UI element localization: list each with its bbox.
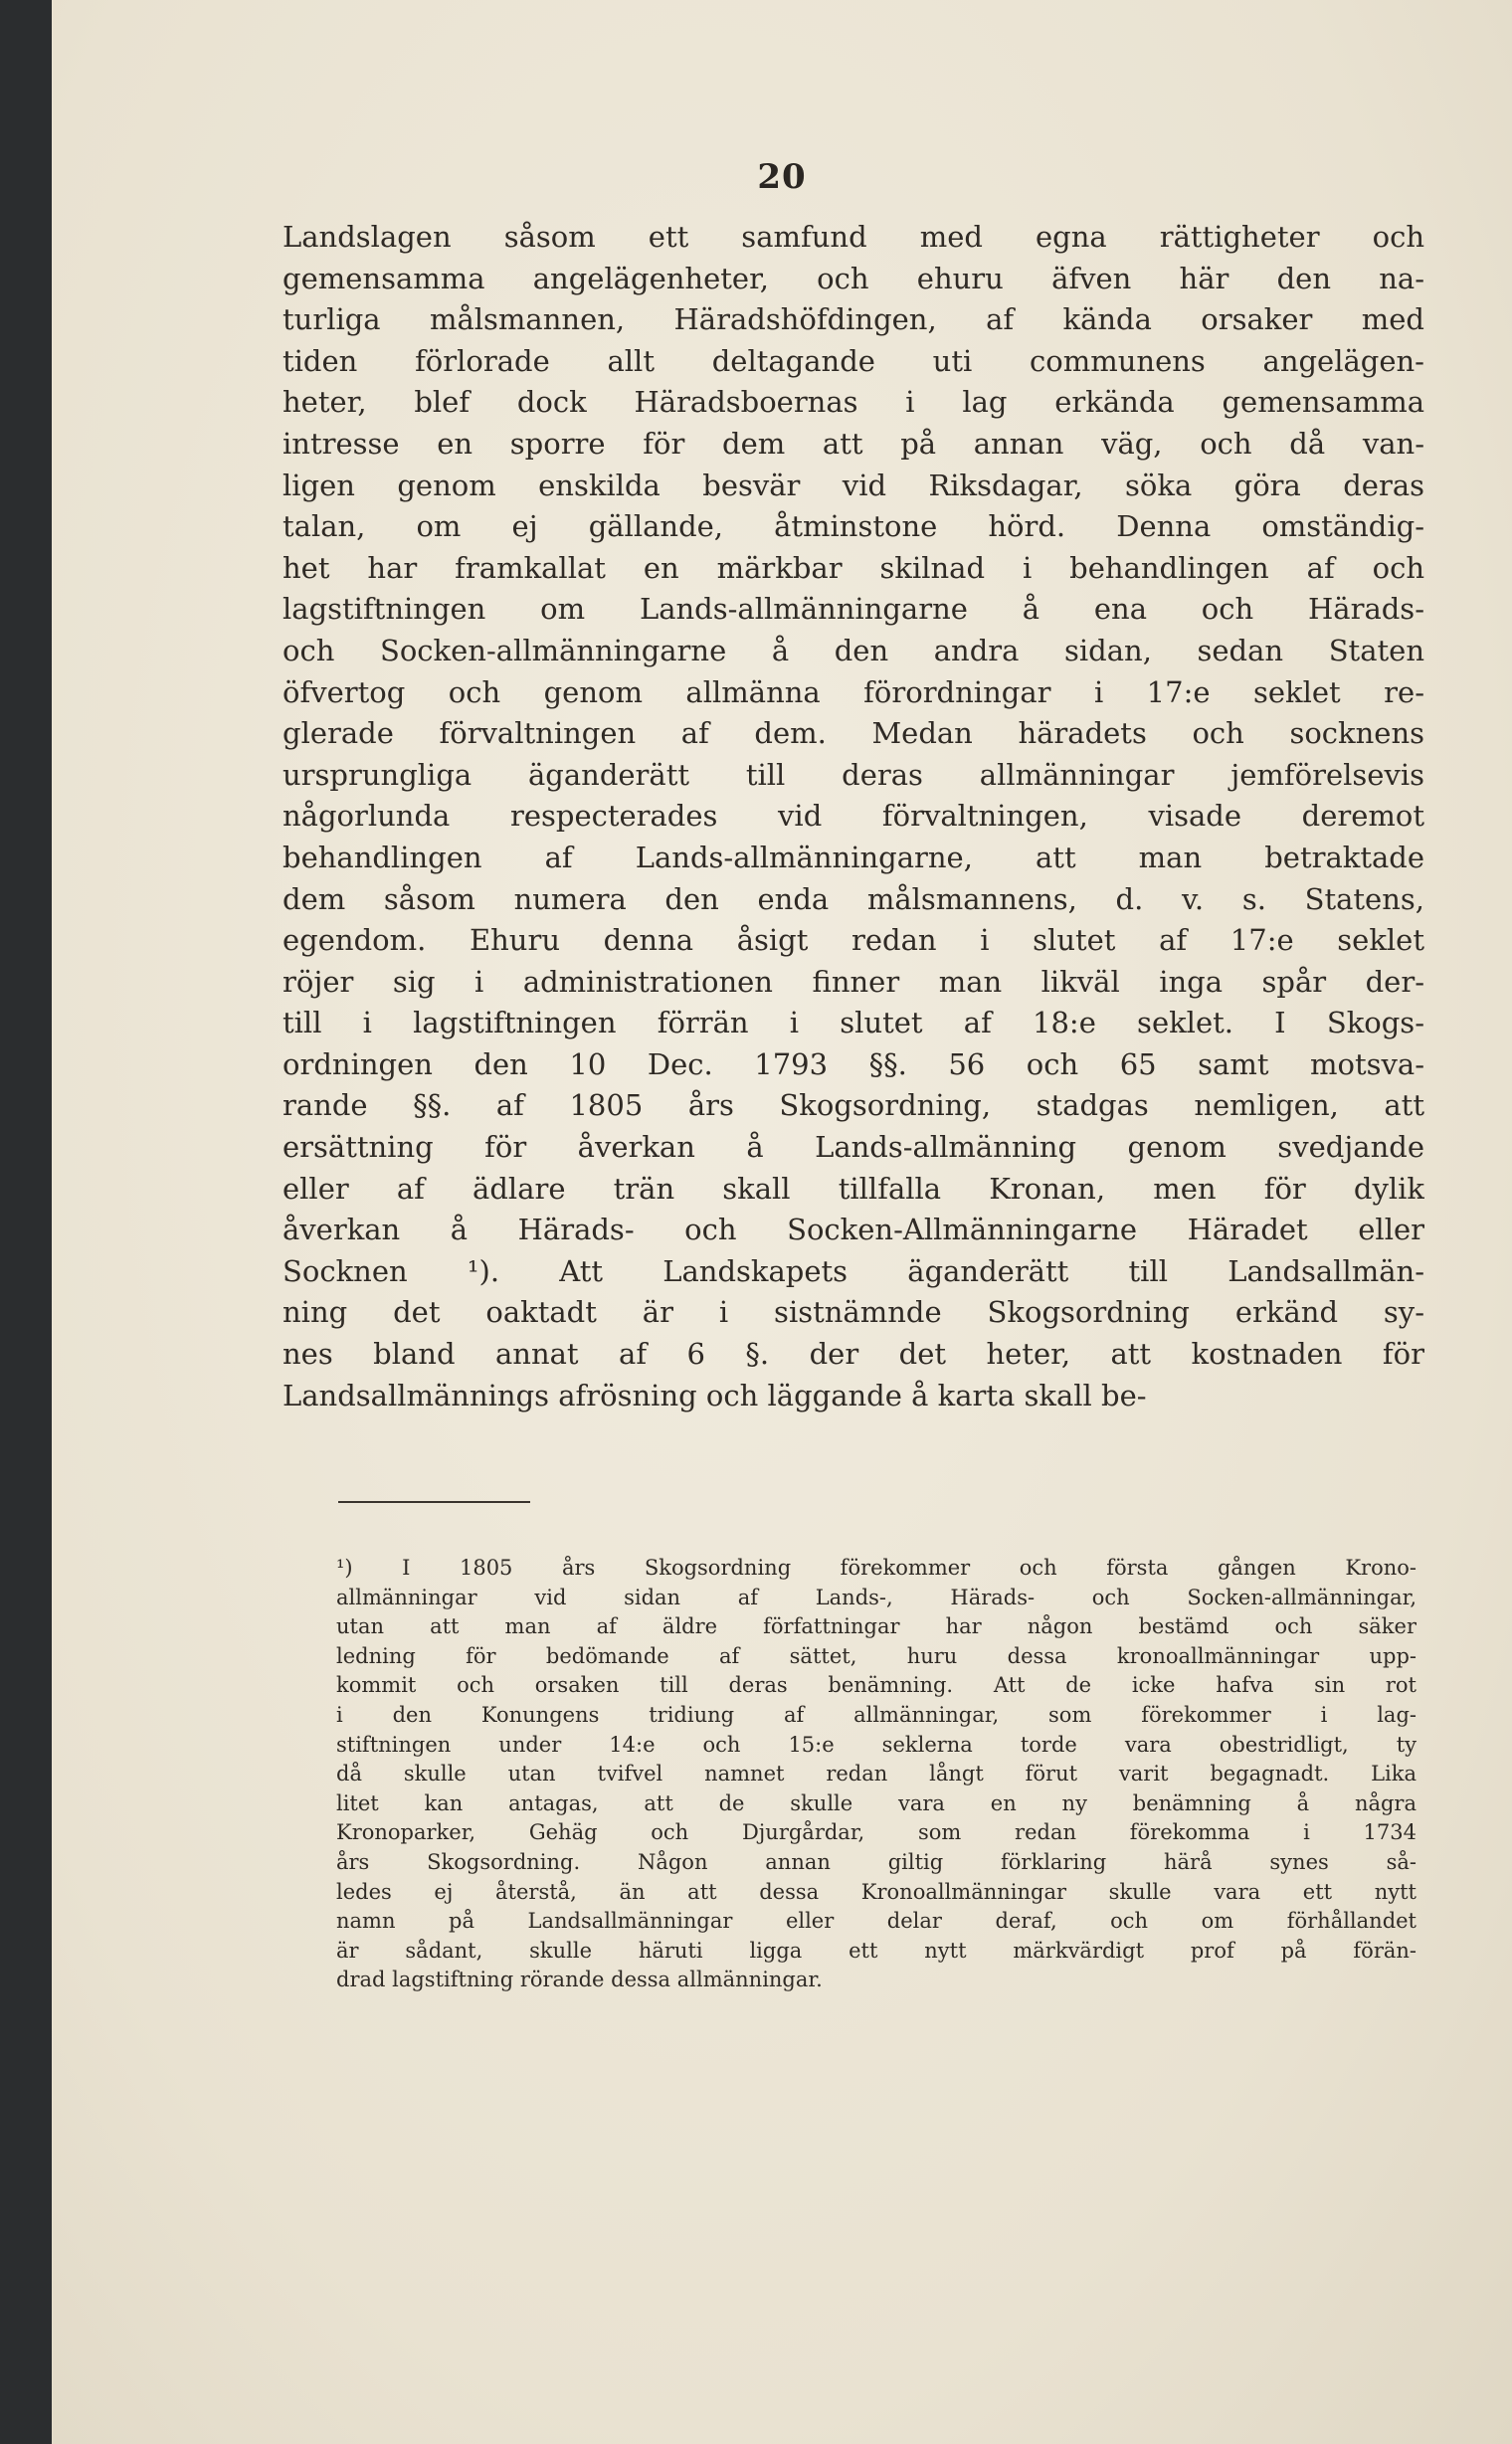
footnote-line: stiftningen under 14:e och 15:e seklerna torde vara obestridligt, ty	[336, 1732, 1417, 1757]
text-line: till i lagstiftningen förrän i slutet af 18:e seklet. I Skogs-	[283, 1006, 1424, 1040]
text-line: och Socken-allmänningarne å den andra sidan, sedan Staten	[283, 633, 1424, 667]
footnote-line: ¹) I 1805 års Skogsordning förekommer och första gången Krono-	[336, 1556, 1417, 1580]
text-line: tiden förlorade allt deltagande uti communens angelägen-	[283, 343, 1424, 378]
footnote-line: i den Konungens tridiung af allmänningar, som förekommer i lag-	[336, 1702, 1417, 1727]
footnote-line: års Skogsordning. Någon annan giltig förklaring härå synes så-	[336, 1849, 1417, 1874]
text-line: turliga målsmannen, Häradshöfdingen, af kända orsaker med	[283, 302, 1424, 337]
text-line: het har framkallat en märkbar skilnad i behandlingen af och	[283, 550, 1424, 585]
footnote-line: ledes ej återstå, än att dessa Kronoallmänningar skulle vara ett nytt	[336, 1879, 1417, 1904]
text-line: nes bland annat af 6 §. der det heter, att kostnaden för	[283, 1337, 1424, 1372]
footnote-separator	[338, 1501, 530, 1503]
text-line: lagstiftningen om Lands-allmänningarne å ena och Härads-	[283, 592, 1424, 627]
text-line: behandlingen af Lands-allmänningarne, att man betraktade	[283, 840, 1424, 874]
text-line: ligen genom enskilda besvär vid Riksdagar, söka göra deras	[283, 468, 1424, 502]
footnote-line: litet kan antagas, att de skulle vara en ny benämning å några	[336, 1790, 1417, 1815]
text-line: ordningen den 10 Dec. 1793 §§. 56 och 65 samt motsva-	[283, 1046, 1424, 1081]
text-line: ersättning för åverkan å Lands-allmänning genom svedjande	[283, 1130, 1424, 1165]
text-line: rande §§. af 1805 års Skogsordning, stadgas nemligen, att	[283, 1088, 1424, 1123]
text-line: röjer sig i administrationen finner man likväl inga spår der-	[283, 964, 1424, 999]
text-line: glerade förvaltningen af dem. Medan häradets och socknens	[283, 716, 1424, 751]
footnote	[336, 1554, 1417, 1995]
text-line: någorlunda respecterades vid förvaltningen, visade deremot	[283, 799, 1424, 834]
text-line: egendom. Ehuru denna åsigt redan i slutet af 17:e seklet	[283, 923, 1424, 958]
text-line: talan, om ej gällande, åtminstone hörd. Denna omständig-	[283, 509, 1424, 544]
page-number: 20	[757, 157, 807, 197]
footnote-line: allmänningar vid sidan af Lands-, Härads- och Socken-allmänningar,	[336, 1585, 1417, 1609]
text-line: intresse en sporre för dem att på annan väg, och då van-	[283, 426, 1424, 461]
text-line: Socknen ¹). Att Landskapets äganderätt till Landsallmän-	[283, 1253, 1424, 1288]
text-line: dem såsom numera den enda målsmannens, d. v. s. Statens,	[283, 881, 1424, 916]
footnote-line: ledning för bedömande af sättet, huru dessa kronoallmänningar upp-	[336, 1643, 1417, 1668]
footnote-line: är sådant, skulle häruti ligga ett nytt märkvärdigt prof på förän-	[336, 1938, 1417, 1963]
text-line: ursprungliga äganderätt till deras allmänningar jemförelsevis	[283, 757, 1424, 792]
text-line: gemensamma angelägenheter, och ehuru äfven här den na-	[283, 261, 1424, 295]
footnote-line: utan att man af äldre författningar har någon bestämd och säker	[336, 1614, 1417, 1639]
text-line: Landsallmännings afrösning och läggande å karta skall be-	[283, 1378, 1147, 1412]
footnote-line: Kronoparker, Gehäg och Djurgårdar, som redan förekomma i 1734	[336, 1820, 1417, 1845]
text-line: öfvertog och genom allmänna förordningar i 17:e seklet re-	[283, 674, 1424, 709]
text-line: Landslagen såsom ett samfund med egna rättigheter och	[283, 220, 1424, 254]
text-line: heter, blef dock Häradsboernas i lag erkända gemensamma	[283, 385, 1424, 420]
text-line: ning det oaktadt är i sistnämnde Skogsordning erkänd sy-	[283, 1295, 1424, 1330]
footnote-line: kommit och orsaken till deras benämning. Att de icke hafva sin rot	[336, 1673, 1417, 1698]
footnote-line: drad lagstiftning rörande dessa allmänningar.	[336, 1968, 823, 1992]
footnote-line: då skulle utan tvifvel namnet redan långt förut varit begagnadt. Lika	[336, 1762, 1417, 1786]
text-line: eller af ädlare trän skall tillfalla Kronan, men för dylik	[283, 1171, 1424, 1206]
main-text	[283, 217, 1424, 1416]
text-line: åverkan å Härads- och Socken-Allmänningarne Häradet eller	[283, 1213, 1424, 1247]
footnote-line: namn på Landsallmänningar eller delar deraf, och om förhållandet	[336, 1909, 1417, 1934]
